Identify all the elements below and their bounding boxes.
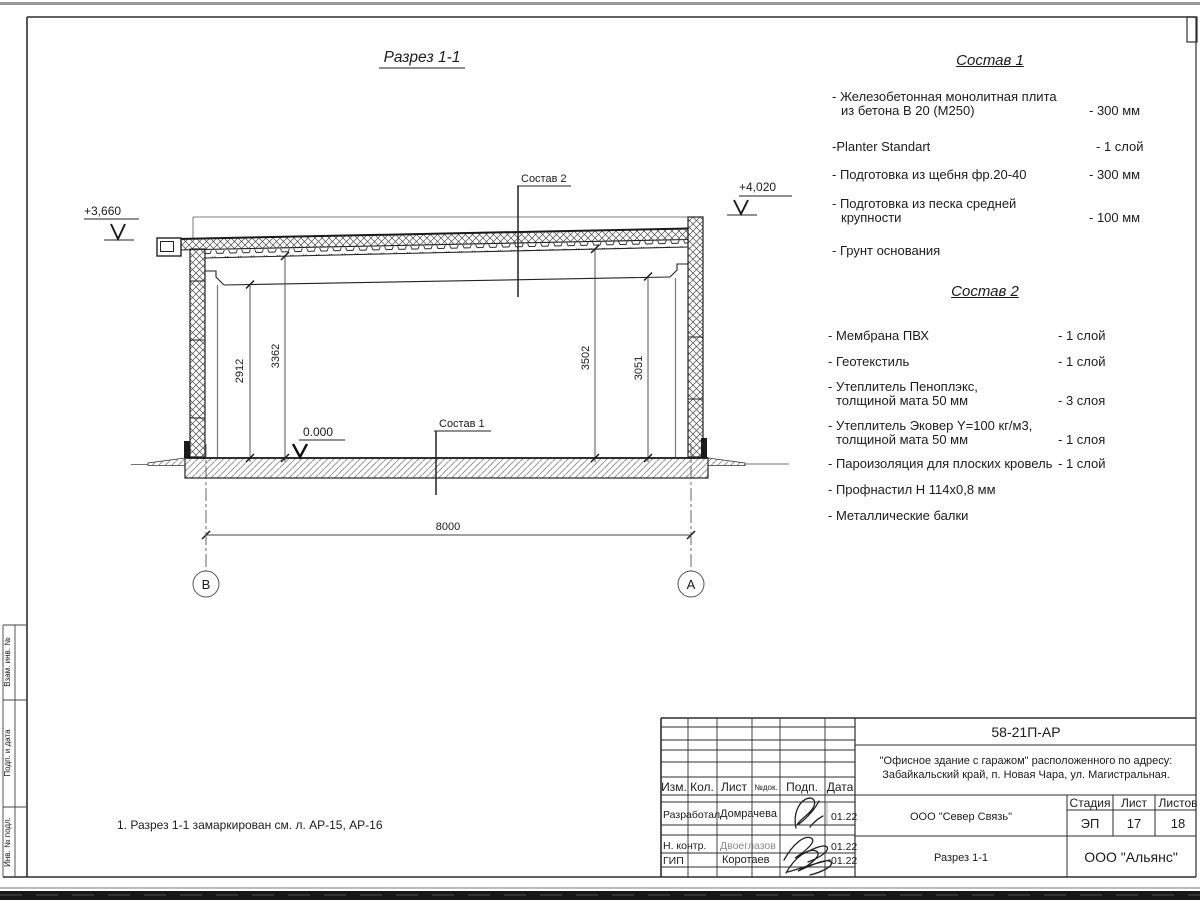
dimension-lines <box>202 245 695 539</box>
sostav2-item-3-line1: - Утеплитель Эковер Y=100 кг/м3, <box>828 418 1033 433</box>
sostav1-item-2-value: - 300 мм <box>1089 167 1141 182</box>
dim-right-deck: 3502 <box>580 345 592 371</box>
sostav1-item-0-value: - 300 мм <box>1089 103 1141 118</box>
margin-label-podp: Подп. и дата <box>3 729 12 777</box>
stamp-header-ndok: №док. <box>754 783 778 792</box>
svg-text:0.000: 0.000 <box>303 425 334 439</box>
stamp-header-izm: Изм. <box>661 780 687 794</box>
stamp-name-1: Двоеглазов <box>720 840 776 852</box>
sostav1-item-3-line2: крупности <box>841 210 902 225</box>
stamp-sheet-value: 17 <box>1126 816 1142 831</box>
margin-label-inv: Инв. № подл. <box>3 817 12 867</box>
stamp-date-1: 01.22 <box>831 841 858 853</box>
svg-text:В: В <box>201 577 211 592</box>
stamp-date-2: 01.22 <box>831 855 858 867</box>
sostav1-item-0-line2: из бетона В 20 (М250) <box>841 103 975 118</box>
sostav2-item-4-line1: - Пароизоляция для плоских кровель <box>828 456 1053 471</box>
sostav1-item-0-line1: - Железобетонная монолитная плита <box>832 89 1057 104</box>
right-blind-area <box>708 458 745 466</box>
left-corbel <box>205 271 224 285</box>
svg-text:+4,020: +4,020 <box>739 180 777 194</box>
left-base-trim <box>184 441 190 458</box>
dim-left-inner: 2912 <box>234 358 246 384</box>
stamp-name-0: Домрачева <box>720 808 777 820</box>
sostav2-item-4-value: - 1 слой <box>1058 456 1106 471</box>
sostav2-item-2-line2: толщиной мата 50 мм <box>836 393 969 408</box>
sostav2-item-1-value: - 1 слой <box>1058 354 1106 369</box>
stamp-header-data: Дата <box>826 780 854 794</box>
right-corbel <box>670 264 688 277</box>
stamp-stage-value: ЭП <box>1080 816 1100 831</box>
stamp-header-list: Лист <box>720 780 748 794</box>
dim-left-deck: 3362 <box>270 343 282 369</box>
svg-text:+3,660: +3,660 <box>84 204 122 218</box>
elevation-right <box>727 180 792 215</box>
sostav1-item-3-value: - 100 мм <box>1089 210 1141 225</box>
beam-bottom-line <box>224 277 670 285</box>
stamp-org2: ООО "Альянс" <box>1084 849 1178 865</box>
stamp-stage-label: Стадия <box>1069 796 1111 810</box>
sostav2-item-3-line2: толщиной мата 50 мм <box>836 432 969 447</box>
floor-slab <box>185 458 708 478</box>
stamp-header-podp: Подп. <box>786 780 818 794</box>
sostav1-item-4-line1: - Грунт основания <box>832 243 941 258</box>
stamp-org1: ООО "Север Связь" <box>909 811 1013 823</box>
sostav2-title: Состав 2 <box>951 283 1019 300</box>
right-base-trim <box>701 438 707 458</box>
stamp-name-2: Коротаев <box>722 854 770 866</box>
sostav1-item-1-value: - 1 слой <box>1096 139 1144 154</box>
sheet-frame <box>3 17 1197 877</box>
stamp-role-1: Н. контр. <box>663 840 707 852</box>
sostav2-item-0-line1: - Мембрана ПВХ <box>828 328 929 343</box>
stamp-project-line2: Забайкальский край, п. Новая Чара, ул. Магистральная. <box>882 769 1170 781</box>
svg-text:А: А <box>686 577 696 592</box>
sostav2-item-3-value: - 1 слоя <box>1058 432 1106 447</box>
sostav2-item-0-value: - 1 слой <box>1058 328 1106 343</box>
sostav1-item-3-line1: - Подготовка из песка средней <box>832 196 1017 211</box>
sostav2-item-2-line1: - Утеплитель Пеноплэкс, <box>828 379 978 394</box>
title-block <box>661 718 1198 877</box>
sostav2-item-2-value: - 3 слоя <box>1058 393 1106 408</box>
dim-span: 8000 <box>435 521 461 533</box>
dim-right-inner: 3051 <box>633 355 645 381</box>
sostav2-item-6-line1: - Металлические балки <box>828 508 969 523</box>
stamp-role-0: Разработал <box>663 809 721 821</box>
sostav1-item-1-line1: -Planter Standart <box>832 139 931 154</box>
sostav1-ref <box>434 418 491 495</box>
margin-label-vzam: Взам. инв. № <box>3 637 12 687</box>
svg-text:Состав 1: Состав 1 <box>439 418 485 430</box>
signature-scrawls <box>784 798 831 875</box>
stamp-sheet-label: Лист <box>1120 796 1148 810</box>
svg-text:Состав 2: Состав 2 <box>521 173 567 185</box>
page-title: Разрез 1-1 <box>383 49 461 66</box>
elevation-left <box>84 204 139 240</box>
left-blind-area <box>148 458 185 466</box>
sostav1-title: Состав 1 <box>956 52 1024 69</box>
section-drawing <box>84 49 792 832</box>
scan-top-edge <box>0 2 1200 5</box>
stamp-drawing-name: Разрез 1-1 <box>933 852 989 864</box>
sheet-note: 1. Разрез 1-1 замаркирован см. л. АР-15, АР-16 <box>117 818 383 832</box>
stamp-sheets-label: Листов <box>1158 796 1198 810</box>
stamp-role-2: ГИП <box>663 855 684 867</box>
stamp-sheets-value: 18 <box>1170 816 1186 831</box>
sostav1-item-2-line1: - Подготовка из щебня фр.20-40 <box>832 167 1027 182</box>
elevation-floor <box>293 425 345 457</box>
sostav2-item-1-line1: - Геотекстиль <box>828 354 910 369</box>
stamp-doc-number: 58-21П-АР <box>991 724 1061 740</box>
stamp-header-kol: Кол. <box>690 780 714 794</box>
sostav2-item-5-line1: - Профнастил Н 114х0,8 мм <box>828 482 996 497</box>
stamp-project-line1: "Офисное здание с гаражом" расположенного по адресу: <box>879 755 1173 767</box>
stamp-date-0: 01.22 <box>831 811 858 823</box>
left-wall <box>190 249 205 457</box>
